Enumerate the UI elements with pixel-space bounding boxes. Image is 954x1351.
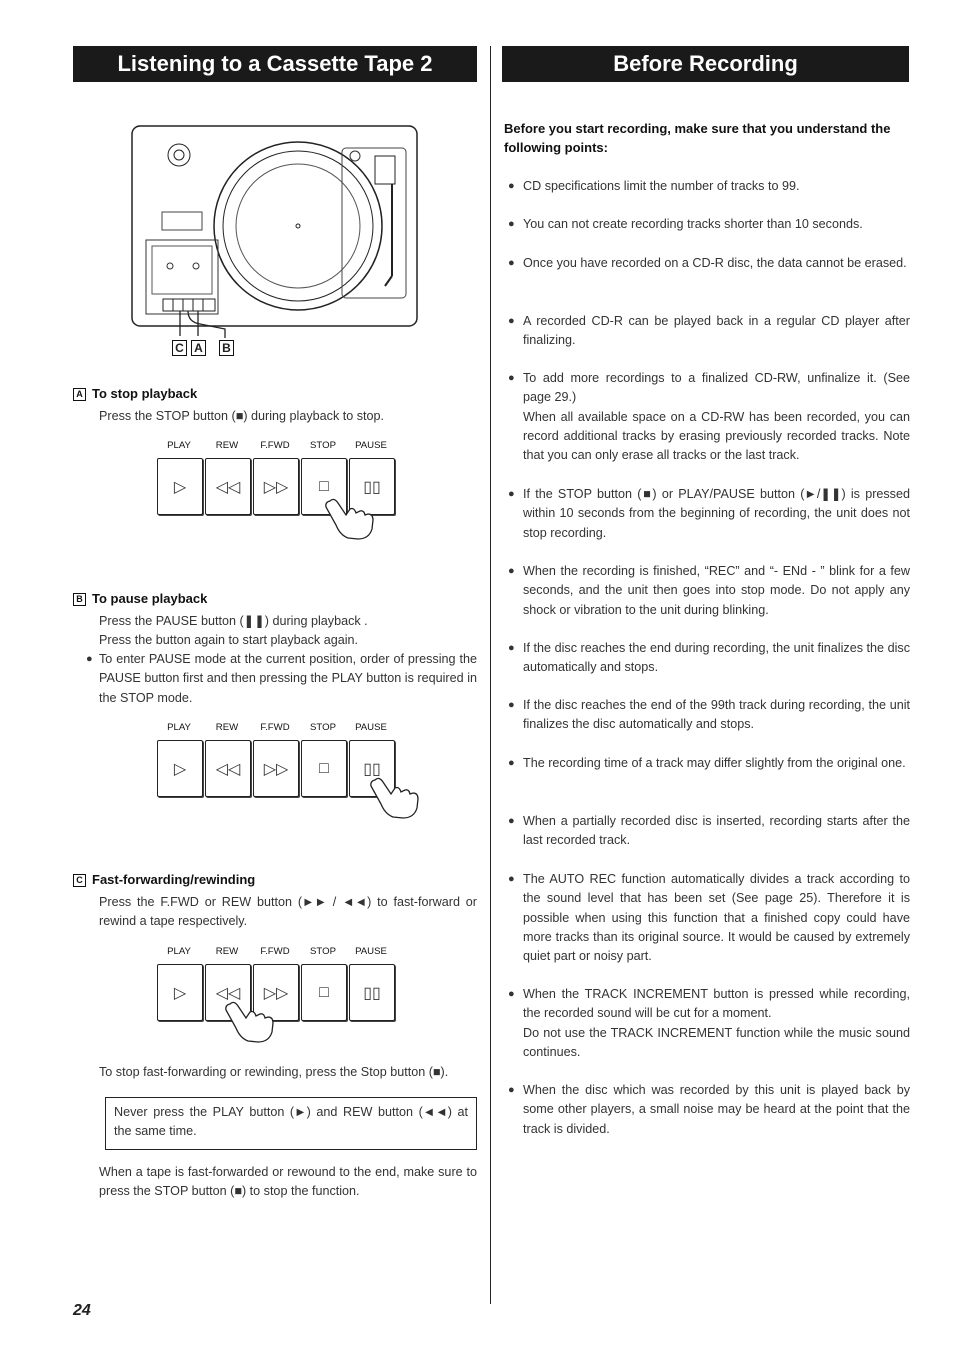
stop-key: □ (301, 740, 347, 797)
bullet-extra-text: When all available space on a CD-RW has been recorded, you can record additional tracks by erasing previously recorded tracks. Note that you can only erase all tracks or the last track. (523, 409, 910, 463)
pause-key: ▯▯ (349, 458, 395, 515)
label-ffwd: F.FWD (260, 440, 290, 451)
section-b-text2: Press the button again to start playback again. (99, 633, 359, 647)
hand-pointer-icon (222, 998, 278, 1046)
section-b-heading (73, 591, 207, 606)
bullet-item: ● When the TRACK INCREMENT button is pressed while recording, the recorded sound will be cut for a moment. Do not use the TRACK INCREMENT function while the music sound continues. (508, 987, 910, 1059)
pause-key: ▯▯ (349, 964, 395, 1021)
ffwd-key: ▷▷ (253, 740, 299, 797)
label-pause: PAUSE (355, 946, 387, 957)
section-a-title: To stop playback (92, 386, 198, 401)
stop-key: □ (301, 964, 347, 1021)
right-section-title: Before Recording (502, 46, 909, 82)
play-key: ▷ (157, 740, 203, 797)
callout-c: C (172, 340, 187, 356)
bullet-item: ● If the STOP button (■) or PLAY/PAUSE button (►/❚❚) is pressed within 10 seconds from the beginning of recording, the unit does not stop recording. (508, 487, 910, 540)
ffwd-key: ▷▷ (253, 964, 299, 1021)
label-rew: REW (215, 440, 239, 451)
label-play: PLAY (167, 946, 191, 957)
bullet-item: ● When the disc which was recorded by this unit is played back by some other players, a small noise may be heard at the point that the track is divided. (508, 1083, 910, 1136)
callout-b: B (219, 340, 234, 356)
rew-key: ◁◁ (205, 964, 251, 1021)
section-b-bullet: To enter PAUSE mode at the current position, order of pressing the PAUSE button first and then pressing the PLAY button is required in the STOP mode. (99, 652, 477, 705)
label-play: PLAY (167, 722, 191, 733)
ffwd-key: ▷▷ (253, 458, 299, 515)
label-pause: PAUSE (355, 440, 387, 451)
rew-key: ◁◁ (205, 458, 251, 515)
intro-text: Before you start recording, make sure that you understand the following points: (504, 121, 891, 156)
bullet-extra-text: Do not use the TRACK INCREMENT function while the music sound continues. (523, 1025, 910, 1059)
play-key: ▷ (157, 964, 203, 1021)
hand-pointer-icon (367, 774, 423, 822)
label-stop: STOP (310, 946, 336, 957)
tag-c: C (73, 874, 86, 887)
bullet-item: ● You can not create recording tracks shorter than 10 seconds. (508, 217, 863, 231)
pause-key: ▯▯ (349, 740, 395, 797)
bullet-text: When the TRACK INCREMENT button is pressed while recording, the recorded sound will be cut for a moment. (523, 987, 910, 1021)
bullet-item: ● The AUTO REC function automatically divides a track according to the sound level that has been set (See page 25). Therefore it is possible when using this function that a finished copy could have more tracks than its original source. It would be caused by extremely quiet part or noisy part. (508, 872, 910, 964)
bullet-item: ● Once you have recorded on a CD-R disc, the data cannot be erased. (508, 256, 907, 270)
page-number: 24 (73, 1302, 91, 1319)
section-c-text: Press the F.FWD or REW button (►► / ◄◄) to fast-forward or rewind a tape respectively. (99, 895, 477, 929)
bullet-item: ● When the recording is finished, “REC” and “- ENd - ” blink for a few seconds, and the unit then goes into stop mode. Do not apply any shock or vibration to the unit during blinking. (508, 564, 910, 617)
section-c-heading (73, 872, 255, 887)
bullet-item: ● CD specifications limit the number of tracks to 99. (508, 179, 800, 193)
play-key: ▷ (157, 458, 203, 515)
callout-a: A (191, 340, 206, 356)
label-pause: PAUSE (355, 722, 387, 733)
bullet-item: ● The recording time of a track may differ slightly from the original one. (508, 756, 906, 770)
hand-pointer-icon (322, 495, 382, 543)
caution-text: Never press the PLAY button (►) and REW button (◄◄) at the same time. (114, 1105, 468, 1139)
section-c-title: Fast-forwarding/rewinding (92, 872, 256, 887)
label-ffwd: F.FWD (260, 722, 290, 733)
section-b-title: To pause playback (92, 591, 208, 606)
tag-a: A (73, 388, 86, 401)
rew-key: ◁◁ (205, 740, 251, 797)
label-rew: REW (215, 722, 239, 733)
section-c-end-text: When a tape is fast-forwarded or rewound to the end, make sure to press the STOP button (■) to stop the function. (99, 1165, 477, 1199)
section-c-stop-text: To stop fast-forwarding or rewinding, press the Stop button (■). (99, 1065, 449, 1079)
label-stop: STOP (310, 440, 336, 451)
section-a-text: Press the STOP button (■) during playback to stop. (99, 409, 385, 423)
bullet-item: ● To add more recordings to a finalized CD-RW, unfinalize it. (See page 29.) When all available space on a CD-RW has been recorded, you can record additional tracks by erasing previously recorded tracks. Note that you can only erase all tracks or the last track. (508, 371, 910, 463)
section-b-bullet-dot: ● (86, 653, 93, 665)
section-b-text1: Press the PAUSE button (❚❚) during playback . (99, 614, 368, 628)
label-play: PLAY (167, 440, 191, 451)
tag-b: B (73, 593, 86, 606)
caution-box (105, 1097, 477, 1150)
bullet-item: ● If the disc reaches the end during recording, the unit finalizes the disc automatically and stops. (508, 641, 910, 675)
left-section-title: Listening to a Cassette Tape 2 (73, 46, 477, 82)
column-divider (490, 46, 491, 1304)
bullet-item: ● A recorded CD-R can be played back in a regular CD player after finalizing. (508, 314, 910, 348)
label-stop: STOP (310, 722, 336, 733)
section-a-heading (73, 386, 197, 401)
button-panel-b (155, 722, 395, 802)
bullet-item: ● If the disc reaches the end of the 99th track during recording, the unit finalizes the disc automatically and stops. (508, 698, 910, 732)
label-ffwd: F.FWD (260, 946, 290, 957)
bullet-item: ● When a partially recorded disc is inserted, recording starts after the last recorded track. (508, 814, 910, 848)
turntable-illustration (130, 124, 422, 356)
stop-key: □ (301, 458, 347, 515)
label-rew: REW (215, 946, 239, 957)
bullet-text: To add more recordings to a finalized CD-RW, unfinalize it. (See page 29.) (523, 371, 910, 405)
